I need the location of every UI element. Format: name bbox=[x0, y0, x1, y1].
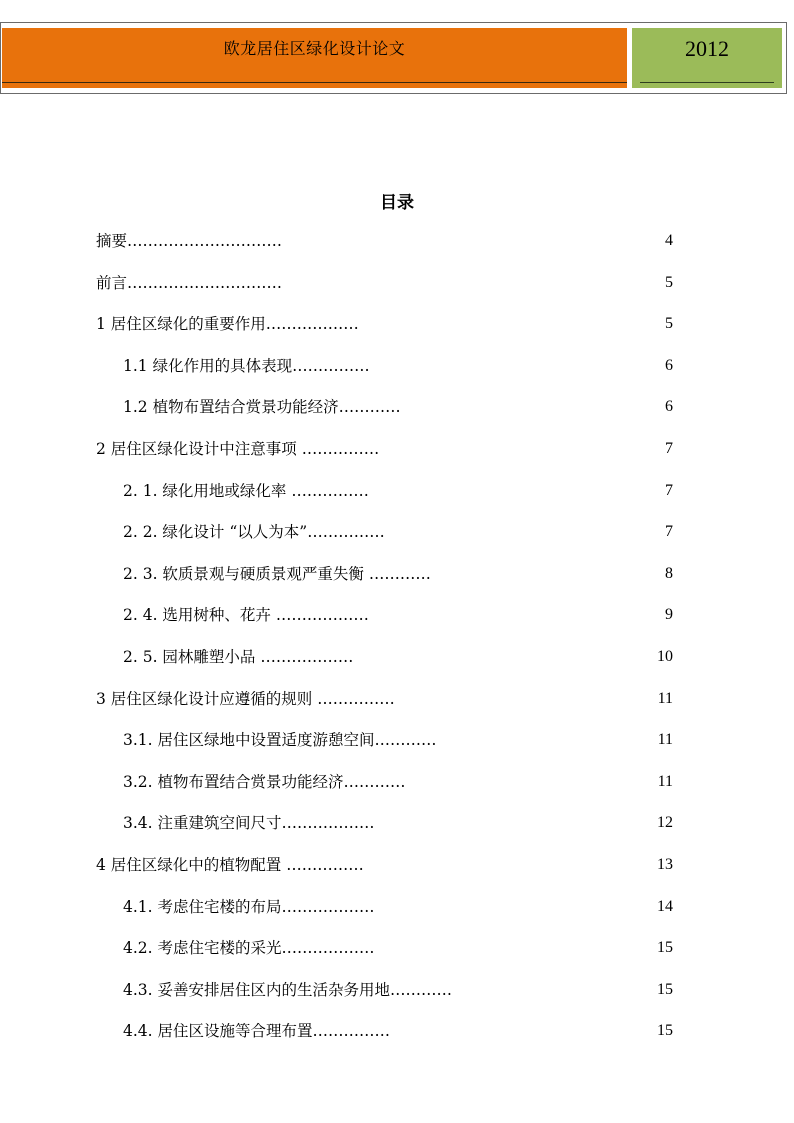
toc-entry-page-number: 7 bbox=[665, 440, 673, 457]
toc-entry[interactable] bbox=[0, 853, 794, 877]
header-title-panel bbox=[2, 28, 627, 88]
toc-entry-text: 1 居住区绿化的重要作用……………… bbox=[96, 315, 359, 334]
toc-entry[interactable] bbox=[0, 395, 794, 419]
toc-entry[interactable] bbox=[0, 271, 794, 295]
toc-entry-page-number: 11 bbox=[657, 731, 673, 749]
toc-entry[interactable] bbox=[0, 479, 794, 503]
toc-entry-text: 2. 4. 选用树种、花卉 ……………… bbox=[123, 606, 369, 625]
header-title: 欧龙居住区绿化设计论文 bbox=[223, 39, 406, 58]
toc-entry-page-number: 6 bbox=[665, 356, 673, 374]
toc-entry[interactable] bbox=[0, 229, 794, 253]
toc-entry[interactable] bbox=[0, 811, 794, 835]
page-header bbox=[0, 22, 787, 94]
toc-entry-page-number: 6 bbox=[665, 398, 673, 416]
toc-entry-page-number: 5 bbox=[665, 273, 673, 291]
toc-entry[interactable] bbox=[0, 603, 794, 627]
toc-entry[interactable] bbox=[0, 770, 794, 794]
toc-entry-page-number: 13 bbox=[657, 856, 673, 873]
header-year-panel bbox=[632, 28, 782, 88]
toc-entry-text: 3.4. 注重建筑空间尺寸……………… bbox=[123, 814, 375, 833]
toc-entry[interactable] bbox=[0, 895, 794, 919]
toc-entry-text: 4.2. 考虑住宅楼的采光……………… bbox=[123, 939, 375, 958]
toc-entry[interactable] bbox=[0, 354, 794, 378]
toc-entry-page-number: 14 bbox=[657, 897, 673, 915]
toc-entry-text: 4.4. 居住区设施等合理布置…………… bbox=[123, 1022, 391, 1041]
toc-entry-page-number: 11 bbox=[657, 689, 673, 707]
toc-entry-page-number: 15 bbox=[657, 980, 673, 998]
toc-entry-page-number: 9 bbox=[665, 606, 673, 624]
toc-entry-text: 1.1 绿化作用的具体表现…………… bbox=[123, 356, 370, 375]
toc-entry-page-number: 4 bbox=[665, 232, 673, 249]
toc-entry-text: 2. 3. 软质景观与硬质景观严重失衡 ………… bbox=[123, 564, 431, 583]
header-year: 2012 bbox=[685, 36, 729, 61]
toc-entry[interactable] bbox=[0, 978, 794, 1002]
toc-entry-text: 3.1. 居住区绿地中设置适度游憩空间………… bbox=[123, 731, 437, 750]
toc-entry[interactable] bbox=[0, 437, 794, 461]
toc-entry[interactable] bbox=[0, 562, 794, 586]
toc-entry-text: 3 居住区绿化设计应遵循的规则 …………… bbox=[96, 689, 395, 708]
toc-entry-page-number: 10 bbox=[657, 648, 673, 665]
toc-entry[interactable] bbox=[0, 728, 794, 752]
toc-entry-text: 前言………………………… bbox=[96, 273, 283, 292]
toc-entry-page-number: 8 bbox=[665, 564, 673, 582]
toc-entry-text: 4 居住区绿化中的植物配置 …………… bbox=[96, 856, 364, 874]
toc-entry-page-number: 15 bbox=[657, 1022, 673, 1040]
toc-entry-text: 2. 2. 绿化设计 “以人为本”…………… bbox=[123, 523, 385, 542]
toc-entry-page-number: 7 bbox=[665, 481, 673, 499]
toc-entry[interactable] bbox=[0, 312, 794, 336]
toc-entry-page-number: 7 bbox=[665, 523, 673, 541]
toc-entry-text: 3.2. 植物布置结合赏景功能经济………… bbox=[123, 772, 406, 791]
toc-entry-page-number: 15 bbox=[657, 939, 673, 957]
toc-entry-text: 2. 1. 绿化用地或绿化率 …………… bbox=[123, 481, 369, 500]
toc-entry-text: 摘要………………………… bbox=[96, 232, 283, 250]
toc-entry[interactable] bbox=[0, 687, 794, 711]
toc-entry-text: 2 居住区绿化设计中注意事项 …………… bbox=[96, 440, 380, 458]
toc-title: 目录 bbox=[380, 193, 414, 213]
header-year-underline bbox=[640, 82, 774, 83]
toc-entry-page-number: 5 bbox=[665, 315, 673, 333]
toc-entry-text: 4.3. 妥善安排居住区内的生活杂务用地………… bbox=[123, 980, 453, 999]
toc-entry-text: 4.1. 考虑住宅楼的布局……………… bbox=[123, 897, 375, 916]
toc-entry[interactable] bbox=[0, 936, 794, 960]
toc-entry-text: 2. 5. 园林雕塑小品 ……………… bbox=[123, 648, 354, 666]
toc-entry-page-number: 12 bbox=[657, 814, 673, 832]
toc-entry-text: 1.2 植物布置结合赏景功能经济………… bbox=[123, 398, 401, 417]
toc-entry-page-number: 11 bbox=[657, 772, 673, 790]
toc-entry[interactable] bbox=[0, 1019, 794, 1043]
header-title-underline bbox=[2, 82, 627, 83]
toc-entry[interactable] bbox=[0, 520, 794, 544]
toc-entry[interactable] bbox=[0, 645, 794, 669]
